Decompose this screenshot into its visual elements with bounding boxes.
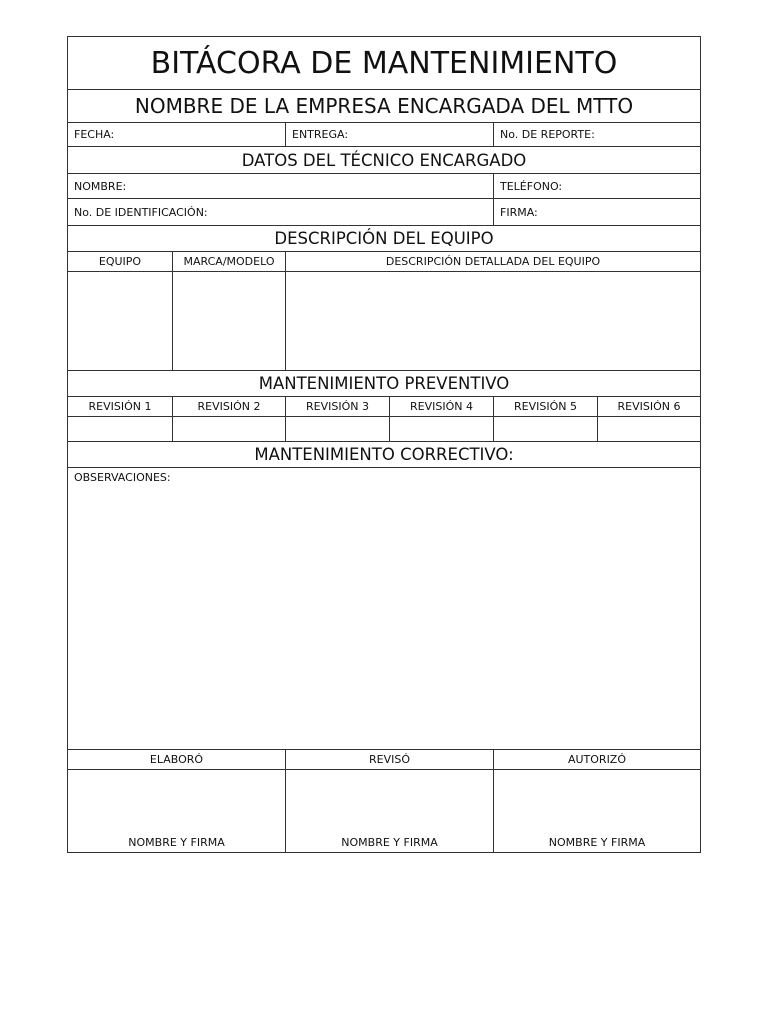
maintenance-log-form <box>67 36 701 853</box>
equipment-heading: DESCRIPCIÓN DEL EQUIPO <box>274 229 494 248</box>
form-title: BITÁCORA DE MANTENIMIENTO <box>150 45 618 81</box>
observations-row <box>68 467 700 749</box>
equipment-columns-row <box>68 251 700 271</box>
revision-6-label: REVISIÓN 6 <box>597 397 700 416</box>
technician-heading-row <box>68 146 700 173</box>
autorizo-name-signature-label: NOMBRE Y FIRMA <box>548 836 646 849</box>
revision-labels-row <box>68 396 700 416</box>
autorizo-header: AUTORIZÓ <box>493 750 700 769</box>
autorizo-signature-box[interactable] <box>493 770 700 852</box>
equipment-col-marca: MARCA/MODELO <box>172 252 285 271</box>
equipment-heading-row <box>68 225 700 251</box>
equipment-col-descripcion: DESCRIPCIÓN DETALLADA DEL EQUIPO <box>285 252 700 271</box>
elaboro-name-signature-label: NOMBRE Y FIRMA <box>128 836 225 849</box>
revision-2-label: REVISIÓN 2 <box>172 397 285 416</box>
revision-4-label: REVISIÓN 4 <box>389 397 493 416</box>
brand-model-entry-cell[interactable] <box>172 272 285 370</box>
technician-heading: DATOS DEL TÉCNICO ENCARGADO <box>241 150 527 170</box>
technician-name-field[interactable]: NOMBRE: <box>74 179 127 193</box>
revision-3-label: REVISIÓN 3 <box>285 397 389 416</box>
entrega-field[interactable]: ENTREGA: <box>285 123 493 146</box>
signature-headers-row <box>68 749 700 769</box>
revision-5-cell[interactable] <box>493 417 597 441</box>
report-number-field[interactable]: No. DE REPORTE: <box>493 123 700 146</box>
technician-name-row <box>68 173 700 198</box>
corrective-heading-row <box>68 441 700 467</box>
revision-entries-row <box>68 416 700 441</box>
equipment-col-equipo: EQUIPO <box>98 255 142 268</box>
elaboro-header: ELABORÓ <box>149 753 204 766</box>
reviso-signature-box[interactable] <box>285 770 493 852</box>
title-row <box>68 37 700 89</box>
revision-6-cell[interactable] <box>597 417 700 441</box>
elaboro-signature-box[interactable] <box>68 770 285 852</box>
company-row <box>68 89 700 122</box>
reviso-name-signature-label: NOMBRE Y FIRMA <box>341 836 438 849</box>
technician-signature-field[interactable]: FIRMA: <box>493 199 700 225</box>
corrective-heading: MANTENIMIENTO CORRECTIVO: <box>254 445 514 464</box>
preventive-heading-row <box>68 370 700 396</box>
preventive-heading: MANTENIMIENTO PREVENTIVO <box>258 374 510 393</box>
revision-2-cell[interactable] <box>172 417 285 441</box>
reviso-header: REVISÓ <box>285 750 493 769</box>
revision-3-cell[interactable] <box>285 417 389 441</box>
equipment-entry-cell[interactable] <box>68 272 172 370</box>
fecha-field[interactable]: FECHA: <box>74 128 115 141</box>
observations-field[interactable] <box>68 468 700 749</box>
report-info-row <box>68 122 700 146</box>
company-name: NOMBRE DE LA EMPRESA ENCARGADA DEL MTTO <box>134 94 634 118</box>
equipment-entry-row <box>68 271 700 370</box>
revision-5-label: REVISIÓN 5 <box>493 397 597 416</box>
revision-4-cell[interactable] <box>389 417 493 441</box>
description-entry-cell[interactable] <box>285 272 700 370</box>
revision-1-cell[interactable] <box>68 417 172 441</box>
technician-id-row <box>68 198 700 225</box>
technician-phone-field[interactable]: TELÉFONO: <box>493 174 700 198</box>
revision-1-label: REVISIÓN 1 <box>88 400 152 413</box>
technician-id-field[interactable]: No. DE IDENTIFICACIÓN: <box>74 205 208 219</box>
observations-label: OBSERVACIONES: <box>74 471 171 484</box>
signature-boxes-row <box>68 769 700 852</box>
